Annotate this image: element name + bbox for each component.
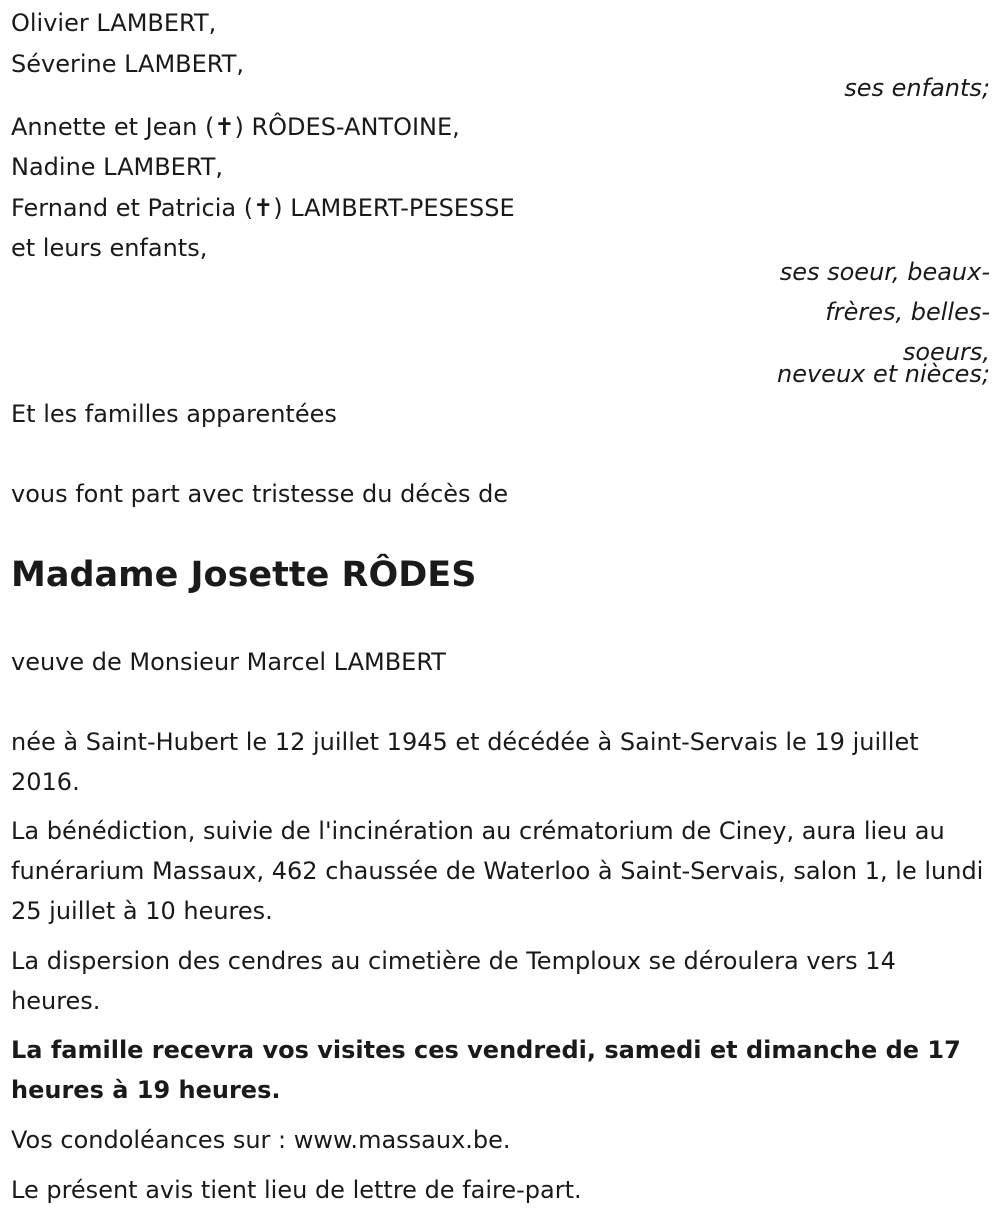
sibling-name: Nadine LAMBERT, — [11, 153, 224, 181]
sibling-name: Fernand et Patricia (✝) LAMBERT-PESESSE — [11, 194, 515, 222]
siblings-role-line: soeurs, — [902, 338, 990, 366]
siblings-role-line: ses soeur, beaux- — [779, 258, 990, 286]
dispersion-paragraph: La dispersion des cendres au cimetière de Temploux se déroulera vers 14 heures. — [11, 947, 896, 1015]
child-name: Olivier LAMBERT, — [11, 9, 217, 37]
condolences-text: Vos condoléances sur : www.massaux.be. — [11, 1126, 511, 1154]
siblings-role-line: neveux et nièces; — [777, 360, 990, 388]
child-name: Séverine LAMBERT, — [11, 50, 245, 78]
related-families: Et les familles apparentées — [11, 400, 337, 428]
children-role: ses enfants; — [844, 74, 990, 102]
sibling-name: Annette et Jean (✝) RÔDES-ANTOINE, — [11, 113, 460, 141]
sibling-name: et leurs enfants, — [11, 234, 208, 262]
ceremony-paragraph: La bénédiction, suivie de l'incinération au crématorium de Ciney, aura lieu au funérarium Massaux, 462 chaussée de Waterloo à Saint-Servais, salon 1, le lundi 25 juillet à 10 heures. — [11, 817, 984, 925]
visits-paragraph: La famille recevra vos visites ces vendredi, samedi et dimanche de 17 heures à 19 heures. — [11, 1036, 961, 1104]
notice-text: Le présent avis tient lieu de lettre de faire-part. — [11, 1176, 582, 1204]
deceased-name: Madame Josette RÔDES — [11, 555, 477, 595]
siblings-role-line: frères, belles- — [825, 298, 990, 326]
announcement-text: vous font part avec tristesse du décès de — [11, 480, 509, 508]
widow-of-text: veuve de Monsieur Marcel LAMBERT — [11, 648, 446, 676]
birth-death-paragraph: née à Saint-Hubert le 12 juillet 1945 et décédée à Saint-Servais le 19 juillet 2016. — [11, 728, 919, 796]
